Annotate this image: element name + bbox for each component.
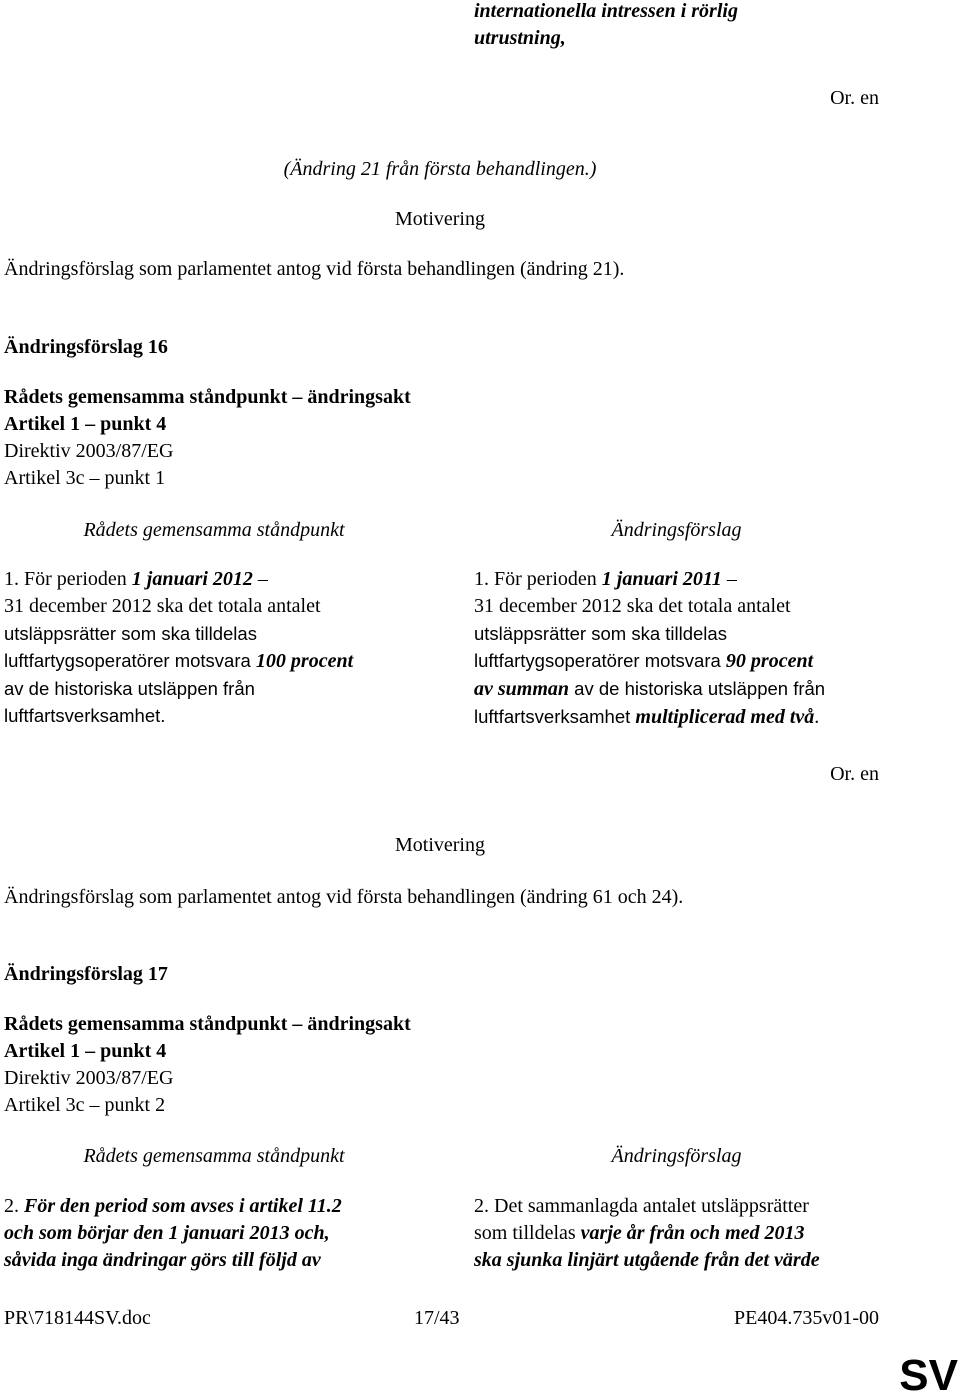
text: . bbox=[814, 706, 820, 728]
amendment-title: Ändringsförslag 16 bbox=[4, 336, 168, 358]
text-emphasis: varje år från och med 2013 bbox=[580, 1222, 805, 1244]
text-line: 2. Det sammanlagda antalet utsläppsrätter bbox=[474, 1195, 809, 1217]
amendment-article: Artikel 1 – punkt 4 bbox=[4, 413, 167, 435]
footer-page-number: 17/43 bbox=[414, 1307, 460, 1329]
text-line: av de historiska utsläppen från bbox=[4, 678, 255, 699]
amendment-paragraph: Artikel 3c – punkt 1 bbox=[4, 467, 166, 489]
amendment-reference: Rådets gemensamma ståndpunkt – ändringsakt bbox=[4, 386, 411, 408]
amendment-article: Artikel 1 – punkt 4 bbox=[4, 1040, 167, 1062]
text: 1. För perioden bbox=[4, 568, 132, 590]
council-text-column bbox=[4, 1193, 424, 1274]
text-line: såvida inga ändringar görs till följd av bbox=[4, 1249, 321, 1271]
amendment-text-column bbox=[474, 566, 894, 731]
text-line: och som börjar den 1 januari 2013 och, bbox=[4, 1222, 330, 1244]
footer-language-code: SV bbox=[899, 1351, 958, 1400]
text-line: 31 december 2012 ska det totala antalet bbox=[4, 595, 321, 617]
text-emphasis: 1 januari 2011 bbox=[601, 568, 722, 590]
text: som tilldelas bbox=[474, 1222, 581, 1244]
amendment-directive: Direktiv 2003/87/EG bbox=[4, 1067, 174, 1089]
amendment-note: (Ändring 21 från första behandlingen.) bbox=[283, 158, 597, 180]
justification-heading: Motivering bbox=[395, 834, 485, 856]
text-line: 31 december 2012 ska det totala antalet bbox=[474, 595, 791, 617]
text: 1. För perioden bbox=[474, 568, 602, 590]
council-text-column bbox=[4, 566, 424, 729]
original-language: Or. en bbox=[830, 763, 879, 785]
column-header-council: Rådets gemensamma ståndpunkt bbox=[83, 1145, 345, 1167]
amendment-text-column bbox=[474, 1193, 894, 1274]
continuation-line-1: internationella intressen i rörlig bbox=[474, 0, 738, 22]
text-emphasis: 100 procent bbox=[255, 650, 354, 672]
footer-reference: PE404.735v01-00 bbox=[734, 1307, 879, 1329]
text: – bbox=[721, 568, 737, 590]
text: – bbox=[252, 568, 268, 590]
text-emphasis: 1 januari 2012 bbox=[131, 568, 253, 590]
amendment-directive: Direktiv 2003/87/EG bbox=[4, 440, 174, 462]
column-header-council: Rådets gemensamma ståndpunkt bbox=[83, 519, 345, 541]
text: 2. bbox=[4, 1195, 24, 1217]
amendment-title: Ändringsförslag 17 bbox=[4, 963, 168, 985]
text: luftfartygsoperatörer motsvara bbox=[474, 650, 726, 671]
column-header-amendment: Ändringsförslag bbox=[611, 519, 742, 541]
text-line: utsläppsrätter som ska tilldelas bbox=[474, 623, 727, 644]
amendment-paragraph: Artikel 3c – punkt 2 bbox=[4, 1094, 166, 1116]
text-line: ska sjunka linjärt utgående från det värde bbox=[474, 1249, 820, 1271]
amendment-reference: Rådets gemensamma ståndpunkt – ändringsakt bbox=[4, 1013, 411, 1035]
text-emphasis: multiplicerad med två bbox=[635, 706, 815, 728]
justification-heading: Motivering bbox=[395, 208, 485, 230]
text-emphasis: För den period som avses i artikel 11.2 bbox=[24, 1195, 342, 1217]
justification-text: Ändringsförslag som parlamentet antog vid första behandlingen (ändring 21). bbox=[4, 258, 625, 280]
original-language: Or. en bbox=[830, 87, 879, 109]
text-line: luftfartsverksamhet. bbox=[4, 705, 166, 726]
text-emphasis: 90 procent bbox=[725, 650, 814, 672]
continuation-line-2: utrustning, bbox=[474, 27, 566, 49]
justification-text: Ändringsförslag som parlamentet antog vid första behandlingen (ändring 61 och 24). bbox=[4, 886, 684, 908]
text: luftfartygsoperatörer motsvara bbox=[4, 650, 256, 671]
text: luftfartsverksamhet bbox=[474, 706, 636, 727]
text-emphasis: av summan bbox=[474, 678, 570, 700]
column-header-amendment: Ändringsförslag bbox=[611, 1145, 742, 1167]
footer-document-name: PR\718144SV.doc bbox=[4, 1307, 151, 1329]
text-line: utsläppsrätter som ska tilldelas bbox=[4, 623, 257, 644]
text: av de historiska utsläppen från bbox=[569, 678, 826, 699]
